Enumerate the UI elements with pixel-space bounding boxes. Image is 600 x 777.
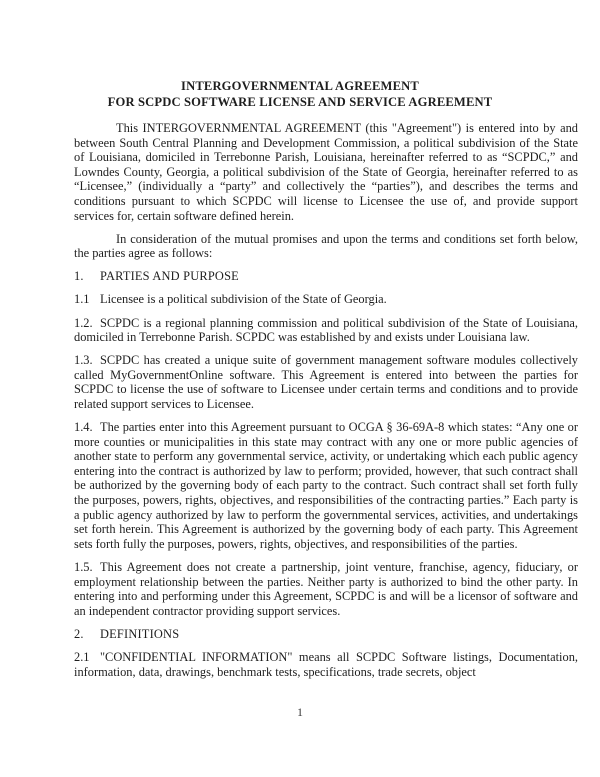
clause-text: This Agreement does not create a partnership, joint venture, franchise, agency, fiduciary, or employment relationship between the parties. Neither party is authorized to bind the other party. In entering into and performing under this Agreement, SCPDC is and will be a licensor of software and an independent contractor providing support services. bbox=[74, 559, 578, 618]
clause-number: 1.3. bbox=[74, 353, 93, 368]
clause-text: The parties enter into this Agreement pursuant to OCGA § 36-69A-8 which states: “Any one or more counties or municipalities in this state may contract with any one or more public agencies of another state to perform any governmental service, activity, or undertaking which each public agency entering into the contract is authorized by law to perform; provided, however, that such contract shall be authorized by the governing body of each party to the contract. Such contract shall set forth fully the purposes, powers, rights, objectives, and responsibilities of the contracting parties.” Each party is a public agency authorized by law to perform the governmental services, activities, and undertakings set forth herein. This Agreement is authorized by the governing body of each party. This Agreement sets forth fully the purposes, powers, rights, objectives, and responsibilities of the parties. bbox=[74, 420, 578, 551]
section-heading-text: DEFINITIONS bbox=[100, 626, 180, 641]
clause-1-3 bbox=[74, 353, 578, 411]
clause-text: SCPDC is a regional planning commission and political subdivision of the State of Louisiana, domiciled in Terrebonne Parish. SCPDC was established by and exists under Louisiana law. bbox=[74, 315, 578, 345]
clause-text: "CONFIDENTIAL INFORMATION" means all SCPDC Software listings, Documentation, information, data, drawings, benchmark tests, specifications, trade secrets, object bbox=[74, 649, 578, 679]
document-title bbox=[0, 79, 600, 110]
intro-paragraph-2: In consideration of the mutual promises and upon the terms and conditions set forth below, the parties agree as follows: bbox=[74, 231, 578, 261]
clause-number: 1.1 bbox=[74, 292, 90, 307]
clause-1-1 bbox=[74, 292, 578, 307]
title-line-1: INTERGOVERNMENTAL AGREEMENT bbox=[181, 79, 419, 93]
section-heading-definitions bbox=[74, 627, 578, 642]
clause-number: 1.5. bbox=[74, 559, 93, 574]
section-heading-parties bbox=[74, 269, 578, 284]
section-number: 2. bbox=[74, 626, 84, 641]
clause-1-4 bbox=[74, 420, 578, 551]
title-line-2: FOR SCPDC SOFTWARE LICENSE AND SERVICE AGREEMENT bbox=[107, 94, 493, 109]
clause-number: 1.2. bbox=[74, 315, 93, 330]
clause-2-1 bbox=[74, 650, 578, 679]
intro-paragraph-1: This INTERGOVERNMENTAL AGREEMENT (this "Agreement") is entered into by and between South Central Planning and Development Commission, a political subdivision of the State of Louisiana, domiciled in Terrebonne Parish, Louisiana, hereinafter referred to as “SCPDC,” and Lowndes County, Georgia, a political subdivision of the State of Georgia, hereinafter referred to as “Licensee,” (individually a “party” and collectively the “parties”), and describes the terms and conditions pursuant to which SCPDC will license to Licensee the use of, and provide support services for, certain software defined herein. bbox=[74, 121, 578, 223]
clause-1-5 bbox=[74, 560, 578, 618]
section-heading-text: PARTIES AND PURPOSE bbox=[100, 269, 239, 284]
clause-text: Licensee is a political subdivision of the State of Georgia. bbox=[100, 292, 387, 307]
clause-1-2 bbox=[74, 316, 578, 345]
page-number: 1 bbox=[297, 705, 303, 719]
document-body bbox=[74, 121, 578, 679]
clause-number: 1.4. bbox=[74, 420, 93, 435]
clause-number: 2.1 bbox=[74, 649, 90, 664]
section-number: 1. bbox=[74, 269, 84, 284]
clause-text: SCPDC has created a unique suite of government management software modules collectively called MyGovernmentOnline software. This Agreement is entered into between the parties for SCPDC to license the use of software to Licensee under certain terms and conditions and to provide related support services to Licensee. bbox=[74, 353, 578, 411]
